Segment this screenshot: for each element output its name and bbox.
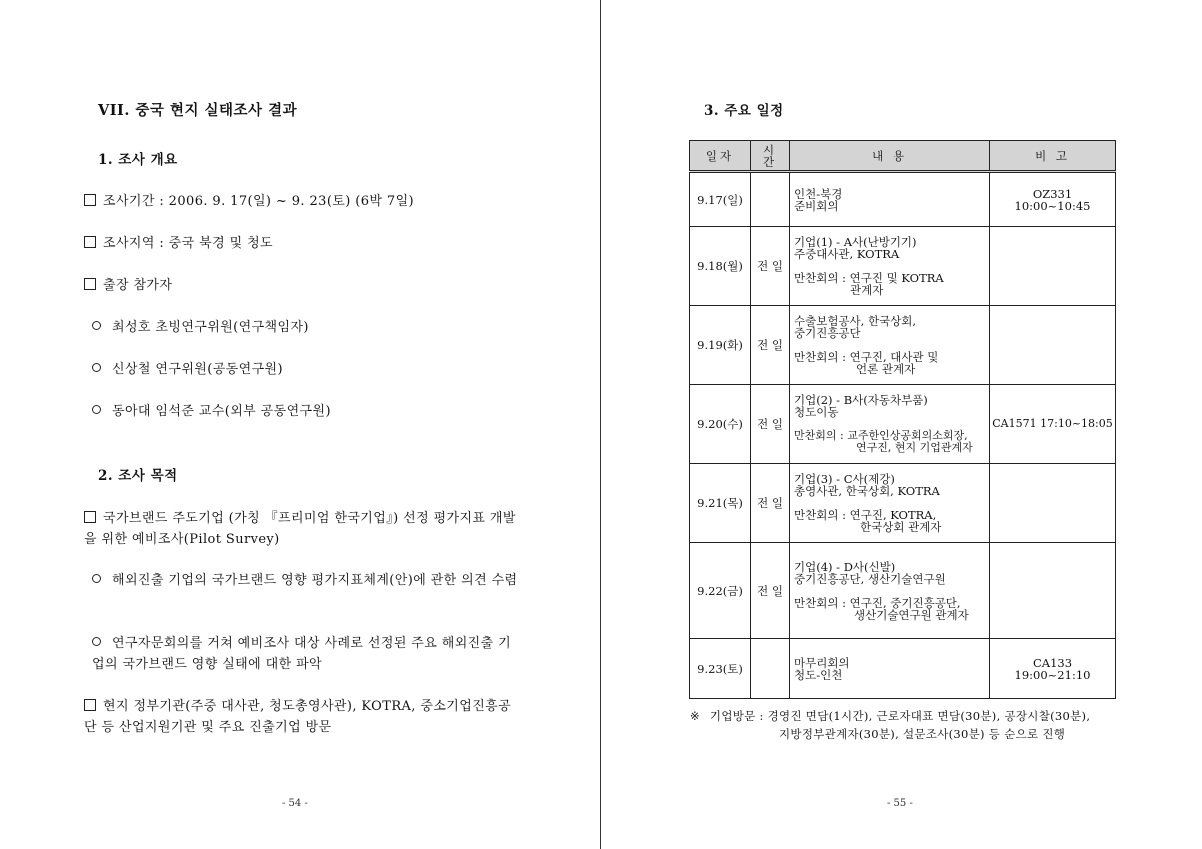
table-row [690,306,1116,385]
content-spacer [794,585,985,597]
participant-item [92,358,283,377]
table-row [690,385,1116,464]
purpose-item-text: 현지 정부기관(주중 대사관, 청도총영사관), KOTRA, 중소기업진흥공단 등 산업지원기관 및 주요 진출기업 방문 [84,699,512,735]
circle-bullet [92,405,101,414]
content-line: 만찬회의 : 연구진, 대사관 및 [794,350,939,364]
content-line: 만찬회의 : 연구진, KOTRA, [794,508,937,522]
cell-content [790,172,990,227]
cell-time [751,172,790,227]
purpose-item-text: 국가브랜드 주도기업 (가칭 『프리미엄 한국기업』) 선정 평가지표 개발을 위한 예비조사(Pilot Survey) [84,511,516,547]
schedule-table [689,140,1116,699]
cell-content [790,464,990,543]
header-content: 내 용 [790,141,990,172]
cell-content [790,385,990,464]
cell-date: 9.23(토) [690,639,751,699]
circle-bullet [92,574,101,583]
circle-bullet [92,363,101,372]
content-line: 기업(3) - C사(제강) [794,472,895,486]
cell-note [990,306,1116,385]
cell-date: 9.21(목) [690,464,751,543]
cell-note: OZ331 10:00~10:45 [990,172,1116,227]
cell-date: 9.19(화) [690,306,751,385]
checkbox-bullet [84,278,96,290]
table-header-row [690,141,1116,172]
reference-mark-icon: ※ [690,709,700,723]
cell-time: 전 일 [751,464,790,543]
content-line: 기업(1) - A사(난방기기) [794,235,917,249]
table-row [690,172,1116,227]
cell-time [751,639,790,699]
cell-note [990,543,1116,639]
content-line: 주중대사관, KOTRA [794,247,900,261]
cell-time: 전 일 [751,385,790,464]
overview-item-participants [84,274,172,293]
table-row [690,227,1116,306]
overview-item-region [84,232,273,251]
cell-content [790,639,990,699]
header-date: 일자 [690,141,751,172]
cell-note [990,227,1116,306]
header-note: 비 고 [990,141,1116,172]
cell-note: CA133 19:00~21:10 [990,639,1116,699]
footnote-line-2: 지방정부관계자(30분), 설문조사(30분) 등 순으로 진행 [779,727,1066,741]
participant-text: 동아대 임석준 교수(외부 공동연구원) [112,404,331,419]
cell-date: 9.18(월) [690,227,751,306]
purpose-item-survey [84,508,524,550]
purpose-item-visits [84,696,524,738]
content-line: 수출보험공사, 한국상회, [794,314,917,328]
purpose-sub-text: 해외진출 기업의 국가브랜드 영향 평가지표체계(안)에 관한 의견 수렴 [112,573,518,588]
participant-text: 최성호 초빙연구위원(연구책임자) [112,320,309,335]
participant-item [92,400,331,419]
content-line: 만찬회의 : 교주한인상공회의소회장, [794,429,968,442]
cell-date: 9.17(일) [690,172,751,227]
content-line: 기업(4) - D사(신발) [794,559,896,574]
purpose-sub-text: 연구자문회의를 거쳐 예비조사 대상 사례로 선정된 주요 해외진출 기업의 국가브랜드 영향 실태에 대한 파악 [92,636,512,672]
cell-time: 전 일 [751,543,790,639]
table-row [690,464,1116,543]
cell-note [990,464,1116,543]
header-time: 시 간 [751,141,790,172]
content-line: 청도-인천 [794,667,843,682]
table-row [690,639,1116,699]
cell-time: 전 일 [751,227,790,306]
content-line: 총영사관, 한국상회, KOTRA [794,484,940,498]
content-line: 만찬회의 : 연구진, 중기진흥공단, [794,595,961,610]
footnote-line-1 [690,708,1090,724]
content-line: 연구진, 현지 기업관계자 [856,441,973,454]
cell-date: 9.20(수) [690,385,751,464]
cell-content [790,227,990,306]
content-line: 생산기술연구원 관계자 [854,607,969,622]
circle-bullet [92,321,101,330]
checkbox-bullet [84,511,96,523]
content-line: 인천-북경 [794,186,843,201]
page-number-right: - 55 - [887,798,913,809]
cell-content [790,306,990,385]
checkbox-bullet [84,236,96,248]
cell-date: 9.22(금) [690,543,751,639]
chapter-heading: VII. 중국 현지 실태조사 결과 [98,102,298,119]
content-line: 마무리회의 [794,655,850,670]
schedule-heading: 3. 주요 일정 [704,103,784,119]
checkbox-bullet [84,194,96,206]
cell-content [790,543,990,639]
overview-item-text: 조사지역 : 중국 북경 및 청도 [103,236,273,251]
content-line: 중기진흥공단, 생산기술연구원 [794,571,946,586]
content-line: 한국상회 관계자 [860,520,942,534]
participant-text: 신상철 연구위원(공동연구원) [112,362,283,377]
content-line: 청도이동 [794,405,839,419]
content-line: 준비회의 [794,198,839,213]
table-row [690,543,1116,639]
page-number-left: - 54 - [282,798,308,809]
purpose-sub-item [92,633,524,675]
cell-note: CA1571 17:10~18:05 [990,385,1116,464]
content-line: 중기진흥공단 [794,326,861,340]
content-line: 기업(2) - B사(자동차부품) [794,393,928,407]
content-line: 관계자 [850,283,884,297]
section-title-purpose: 2. 조사 목적 [98,468,178,484]
overview-item-text: 출장 참가자 [103,278,173,293]
cell-time: 전 일 [751,306,790,385]
purpose-sub-item [92,570,524,591]
participant-item [92,316,309,335]
content-line: 만찬회의 : 연구진 및 KOTRA [794,271,944,285]
overview-item-text: 조사기간 : 2006. 9. 17(일) ~ 9. 23(토) (6박 7일) [103,194,415,209]
footnote-text: 기업방문 : 경영진 면담(1시간), 근로자대표 면담(30분), 공장시찰(30분), [709,709,1091,723]
page-divider [600,0,601,849]
checkbox-bullet [84,699,96,711]
content-line: 언론 관계자 [856,362,916,376]
circle-bullet [92,637,101,646]
section-title-overview: 1. 조사 개요 [98,152,178,168]
overview-item-period [84,190,414,209]
